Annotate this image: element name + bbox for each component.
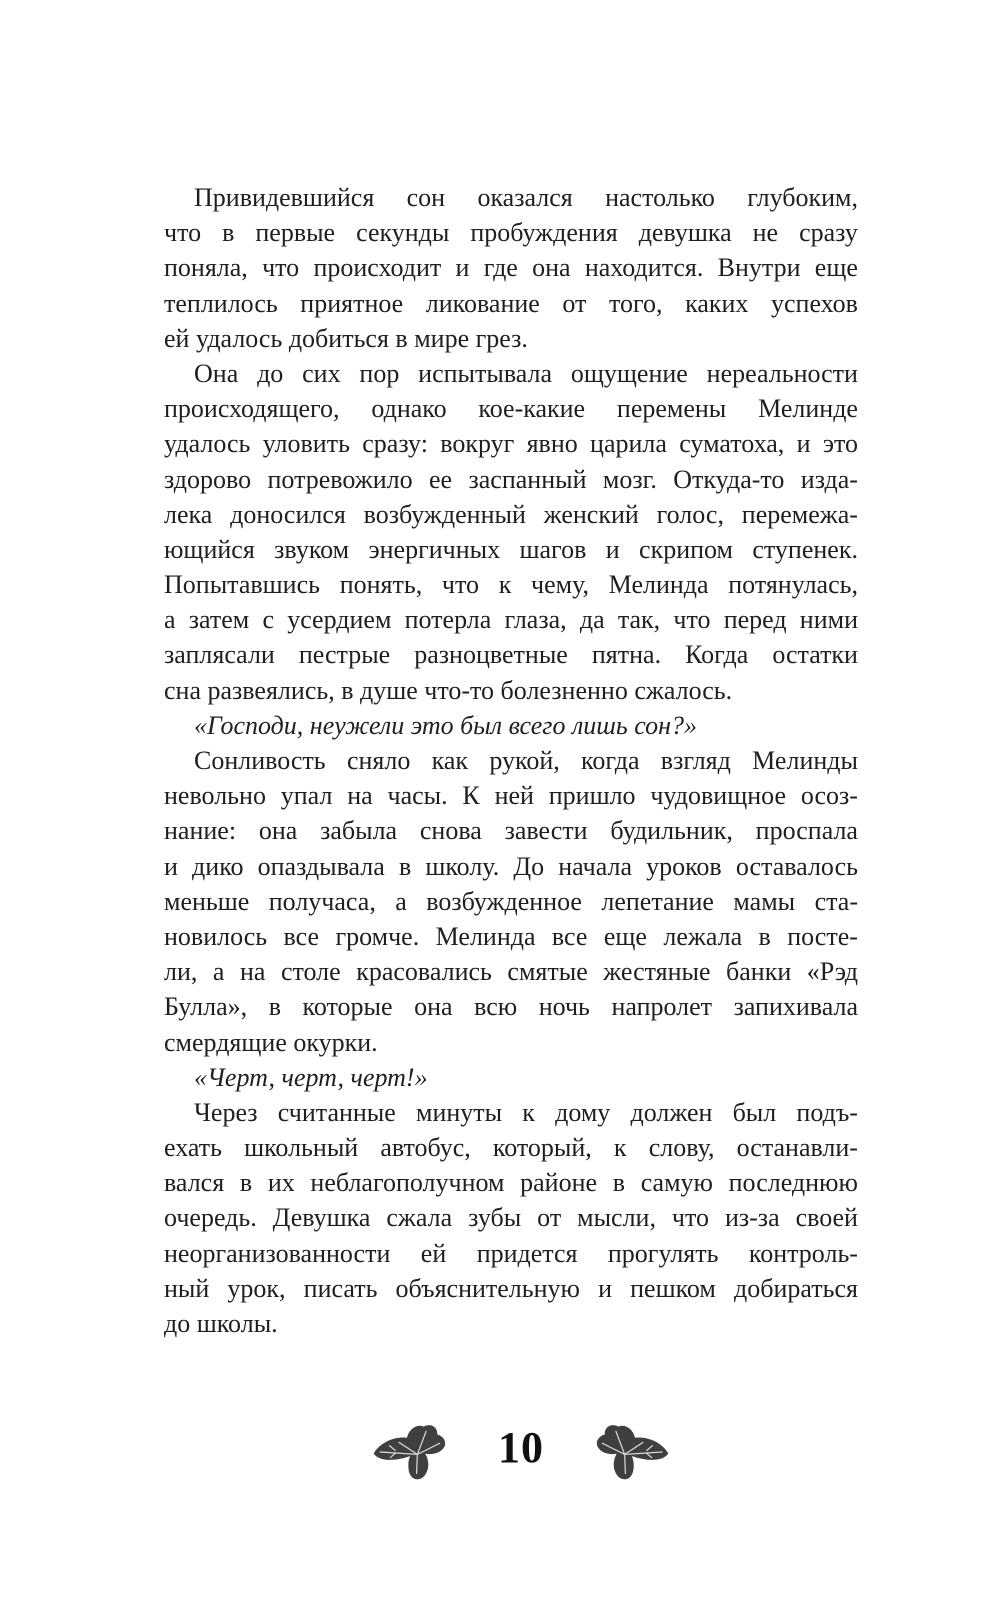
page-number: 10: [498, 1423, 544, 1472]
text-line: здорово потревожило ее заспанный мозг. Откуда-то изда-: [164, 464, 858, 494]
paragraph: [164, 180, 858, 356]
text-line: ли, а на столе красовались смятые жестяные банки «Рэд: [164, 957, 858, 987]
text-line: поняла, что происходит и где она находится. Внутри еще: [164, 253, 858, 283]
text-line: Булла», в которые она всю ночь напролет запихивала: [164, 992, 858, 1022]
text-line: нание: она забыла снова завести будильник, проспала: [164, 816, 858, 846]
text-line: и дико опаздывала в школу. До начала уроков оставалось: [164, 851, 858, 881]
text-line: лека доносился возбужденный женский голос, перемежа-: [164, 499, 858, 529]
leaf-ornament-right-icon: [591, 1421, 671, 1483]
paragraph: [164, 1060, 858, 1095]
text-line: Привидевшийся сон оказался настолько глубоким,: [194, 183, 858, 212]
text-line: ющийся звуком энергичных шагов и скрипом ступенек.: [164, 534, 858, 564]
text-line: а затем с усердием потерла глаза, да так, что перед ними: [164, 605, 858, 635]
leaf-ornament-left-icon: [371, 1421, 451, 1483]
text-line: ей удалось добиться в мире грез.: [164, 323, 528, 353]
text-line: сна развеялись, в душе что-то болезненно сжалось.: [164, 675, 733, 705]
text-line: заплясали пестрые разноцветные пятна. Когда остатки: [164, 640, 858, 670]
text-line: теплилось приятное ликование от того, каких успехов: [164, 288, 858, 318]
text-line: ехать школьный автобус, который, к слову, останавли-: [164, 1133, 858, 1163]
text-line: невольно упал на часы. К ней пришло чудовищное осоз-: [164, 781, 858, 811]
text-line: меньше получаса, а возбужденное лепетание мамы ста-: [164, 886, 858, 916]
paragraph: [164, 356, 858, 708]
text-block: [164, 180, 858, 1341]
text-line: смердящие окурки.: [164, 1027, 378, 1057]
text-line: «Господи, неужели это был всего лишь сон?»: [194, 710, 698, 740]
text-line: происходящего, однако кое-какие перемены Мелинде: [164, 394, 858, 424]
text-line: ный урок, писать объяснительную и пешком добираться: [164, 1273, 858, 1303]
text-line: очередь. Девушка сжала зубы от мысли, что из-за своей: [164, 1203, 858, 1233]
text-line: Сонливость сняло как рукой, когда взгляд Мелинды: [194, 746, 858, 775]
text-line: что в первые секунды пробуждения девушка не сразу: [164, 218, 858, 248]
text-line: Попытавшись понять, что к чему, Мелинда потянулась,: [164, 570, 858, 600]
text-line: Через считанные минуты к дому должен был подъ-: [194, 1097, 858, 1127]
text-line: удалось уловить сразу: вокруг явно царила суматоха, и это: [164, 429, 858, 459]
paragraph: [164, 743, 858, 1060]
text-line: Она до сих пор испытывала ощущение нереальности: [194, 358, 858, 388]
text-line: новилось все громче. Мелинда все еще лежала в посте-: [164, 921, 858, 951]
text-line: вался в их неблагополучном районе в самую последнюю: [164, 1168, 858, 1198]
text-line: «Черт, черт, черт!»: [194, 1062, 428, 1092]
paragraph: [164, 1095, 858, 1341]
text-line: до школы.: [164, 1309, 278, 1338]
paragraph: [164, 708, 858, 743]
text-line: неорганизованности ей придется прогулять контроль-: [164, 1238, 858, 1268]
page-footer: [371, 1420, 671, 1484]
